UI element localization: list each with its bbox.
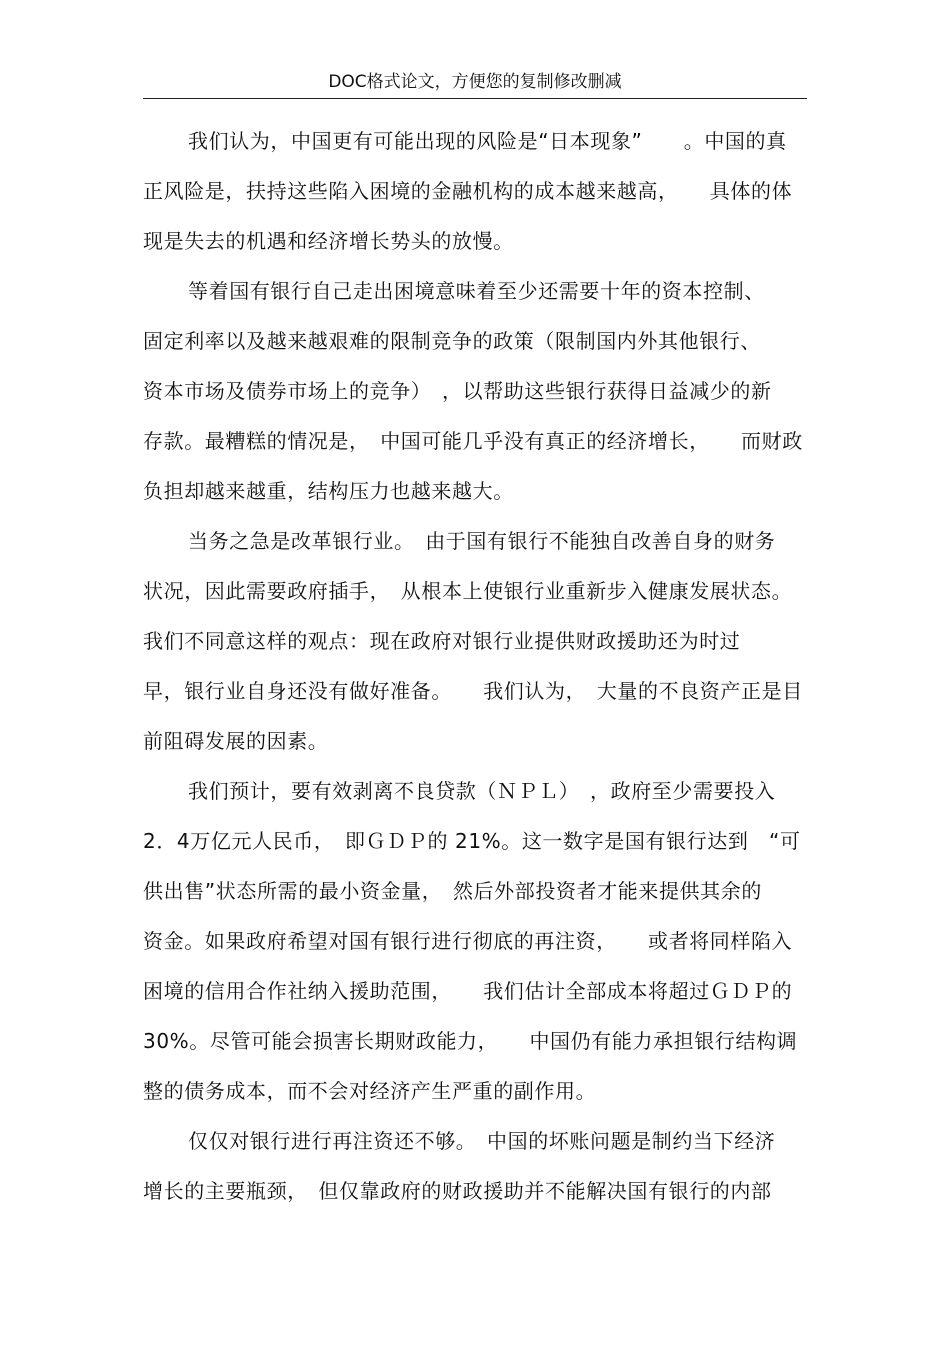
- text-line: 存款。最糟糕的情况是， 中国可能几乎没有真正的经济增长， 而财政: [143, 429, 803, 453]
- text-line: 困境的信用合作社纳入援助范围， 我们估计全部成本将超过ＧＤＰ的: [143, 979, 793, 1003]
- header-text: DOC格式论文，方便您的复制修改删减: [328, 72, 622, 92]
- text-line: 状况，因此需要政府插手， 从根本上使银行业重新步入健康发展状态。: [143, 579, 793, 603]
- text-line: 整的债务成本，而不会对经济产生严重的副作用。: [143, 1079, 597, 1103]
- text-line: 我们预计，要有效剥离不良贷款（ＮＰＬ） ，政府至少需要投入: [188, 779, 776, 803]
- text-line: 我们不同意这样的观点：现在政府对银行业提供财政援助还为时过: [143, 629, 741, 653]
- page-header: [143, 68, 807, 99]
- text-line: 30%。尽管可能会损害长期财政能力， 中国仍有能力承担银行结构调: [143, 1029, 798, 1053]
- text-line: 早，银行业自身还没有做好准备。 我们认为， 大量的不良资产正是目: [143, 679, 803, 703]
- text-line: 资本市场及债券市场上的竞争） ，以帮助这些银行获得日益减少的新: [143, 379, 772, 403]
- text-line: 负担却越来越重，结构压力也越来越大。: [143, 479, 514, 503]
- text-line: 仅仅对银行进行再注资还不够。 中国的坏账问题是制约当下经济: [188, 1129, 776, 1153]
- text-line: 增长的主要瓶颈， 但仅靠政府的财政援助并不能解决国有银行的内部: [143, 1179, 772, 1203]
- document-body: [143, 116, 813, 1216]
- text-line: 供出售”状态所需的最小资金量， 然后外部投资者才能来提供其余的: [143, 879, 762, 903]
- text-line: 当务之急是改革银行业。 由于国有银行不能独自改善自身的财务: [188, 529, 776, 553]
- text-line: 2．4万亿元人民币， 即ＧＤＰ的 21%。这一数字是国有银行达到 “可: [143, 829, 801, 853]
- text-line: 资金。如果政府希望对国有银行进行彻底的再注资， 或者将同样陷入: [143, 929, 793, 953]
- text-line: 等着国有银行自己走出困境意味着至少还需要十年的资本控制、: [188, 279, 765, 303]
- text-line: 正风险是，扶持这些陷入困境的金融机构的成本越来越高， 具体的体: [143, 179, 793, 203]
- text-line: 现是失去的机遇和经济增长势头的放慢。: [143, 229, 514, 253]
- text-line: 我们认为，中国更有可能出现的风险是“日本现象” 。中国的真: [188, 129, 787, 153]
- text-line: 固定利率以及越来越艰难的限制竞争的政策（限制国内外其他银行、: [143, 329, 761, 353]
- text-line: 前阻碍发展的因素。: [143, 729, 329, 753]
